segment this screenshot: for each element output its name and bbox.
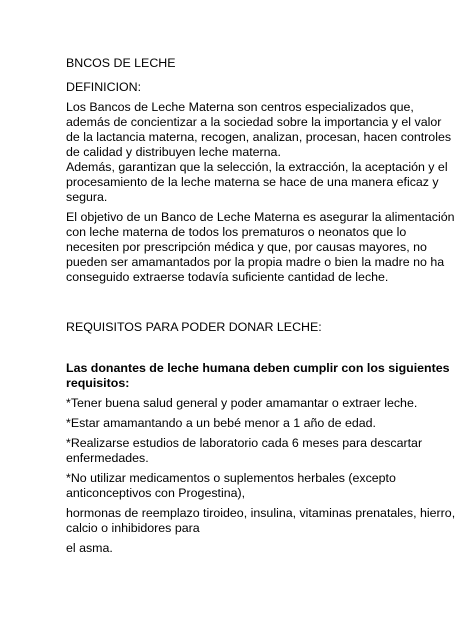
requirement-item: *Realizarse estudios de laboratorio cada 6 meses para descartar <box>66 436 423 450</box>
paragraph-3-line: pueden ser amamantados por la propia madre o bien la madre no ha <box>66 255 445 269</box>
document-title: BNCOS DE LECHE <box>66 56 176 70</box>
requirement-item: *No utilizar medicamentos o suplementos herbales (excepto <box>66 471 396 485</box>
paragraph-2-line: procesamiento de la leche materna se hace de una manera eficaz y <box>66 175 439 189</box>
requirement-item: anticonceptivos con Progestina), <box>66 486 246 500</box>
requirement-item: *Estar amamantando a un bebé menor a 1 año de edad. <box>66 416 376 430</box>
requirement-item: calcio o inhibidores para <box>66 521 200 535</box>
definition-heading: DEFINICION: <box>66 80 142 94</box>
paragraph-3-line: conseguido extraerse todavía suficiente cantidad de leche. <box>66 270 389 284</box>
paragraph-3-line: necesiten por prescripción médica y que, por causas mayores, no <box>66 240 427 254</box>
paragraph-2-line: segura. <box>66 190 108 204</box>
paragraph-1-line: además de concientizar a la sociedad sobre la importancia y el valor <box>66 115 442 129</box>
requirements-heading: REQUISITOS PARA PODER DONAR LECHE: <box>66 320 322 334</box>
paragraph-1-line: de la lactancia materna, recogen, analizan, procesan, hacen controles <box>66 130 452 144</box>
paragraph-1-line: Los Bancos de Leche Materna son centros especializados que, <box>66 100 414 114</box>
requirements-intro-line: requisitos: <box>66 376 130 390</box>
requirement-item: enfermedades. <box>66 451 149 465</box>
paragraph-2-line: Además, garantizan que la selección, la extracción, la aceptación y el <box>66 160 448 174</box>
requirement-item: el asma. <box>66 541 113 555</box>
requirements-intro-line: Las donantes de leche humana deben cumplir con los siguientes <box>66 361 450 375</box>
requirement-item: hormonas de reemplazo tiroideo, insulina, vitaminas prenatales, hierro, <box>66 506 456 520</box>
paragraph-3-line: con leche materna de todos los prematuros o neonatos que lo <box>66 225 407 239</box>
requirement-item: *Tener buena salud general y poder amamantar o extraer leche. <box>66 396 418 410</box>
paragraph-3-line: El objetivo de un Banco de Leche Materna es asegurar la alimentación <box>66 210 455 224</box>
paragraph-1-line: de calidad y distribuyen leche materna. <box>66 145 281 159</box>
